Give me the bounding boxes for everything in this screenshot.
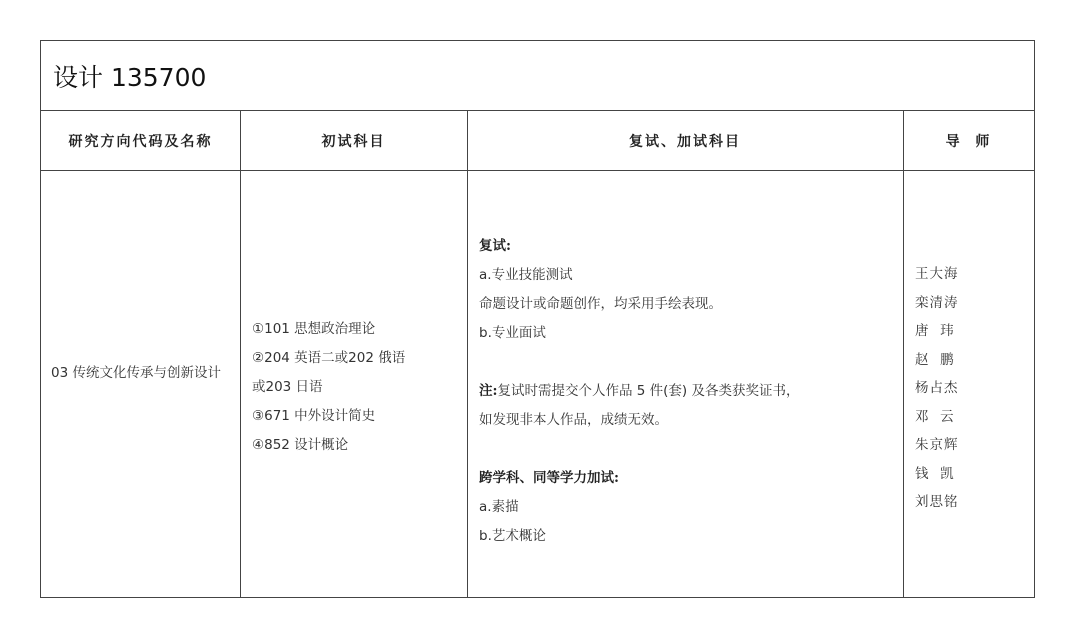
- retest-item: b.专业面试: [479, 325, 546, 341]
- prelim-item: 或203 日语: [252, 379, 323, 395]
- advisor-name: 邓 云: [915, 408, 955, 425]
- retest-cell: [479, 232, 899, 551]
- retest-item: 命题设计或命题创作，均采用手绘表现。: [479, 296, 722, 312]
- extra-item: a.素描: [479, 499, 519, 515]
- header-retest: 复试、加试科目: [629, 134, 741, 150]
- header-direction: 研究方向代码及名称: [68, 134, 213, 150]
- direction-cell: 03 传统文化传承与创新设计: [51, 365, 221, 381]
- retest-item: a.专业技能测试: [479, 267, 573, 283]
- note-line-2: 如发现非本人作品，成绩无效。: [479, 412, 668, 428]
- header-prelim: 初试科目: [321, 134, 386, 150]
- retest-title: 复试:: [479, 238, 511, 254]
- column-divider: [467, 111, 468, 597]
- header-row: [41, 111, 1034, 171]
- advisor-name: 王大海: [915, 266, 959, 282]
- advisor-name: 朱京辉: [915, 437, 959, 453]
- advisor-name: 唐 玮: [915, 323, 955, 339]
- table-title: 设计 135700: [41, 41, 1034, 111]
- note-line: [479, 377, 899, 406]
- prelim-item: ①101 思想政治理论: [252, 321, 376, 337]
- prelim-item: ③671 中外设计简史: [252, 408, 376, 424]
- advisor-name: 杨占杰: [915, 380, 959, 396]
- advisor-name: 刘思铭: [915, 494, 959, 510]
- note-label: 注:: [479, 383, 498, 399]
- extra-item: b.艺术概论: [479, 528, 546, 544]
- extra-title: 跨学科、同等学力加试:: [479, 470, 619, 486]
- column-divider: [240, 111, 241, 597]
- prelim-cell: [252, 315, 462, 460]
- admission-table: [40, 40, 1035, 598]
- advisor-name: 赵 鹏: [915, 351, 955, 368]
- header-advisor: 导 师: [945, 134, 992, 150]
- advisor-name: 栾清涛: [915, 294, 959, 311]
- note-text: 复试时需提交个人作品 5 件(套) 及各类获奖证书，: [497, 383, 800, 399]
- column-divider: [903, 111, 904, 597]
- advisor-cell: [915, 260, 1025, 517]
- advisor-name: 钱 凯: [915, 465, 955, 482]
- prelim-item: ②204 英语二或202 俄语: [252, 350, 406, 366]
- prelim-item: ④852 设计概论: [252, 437, 349, 453]
